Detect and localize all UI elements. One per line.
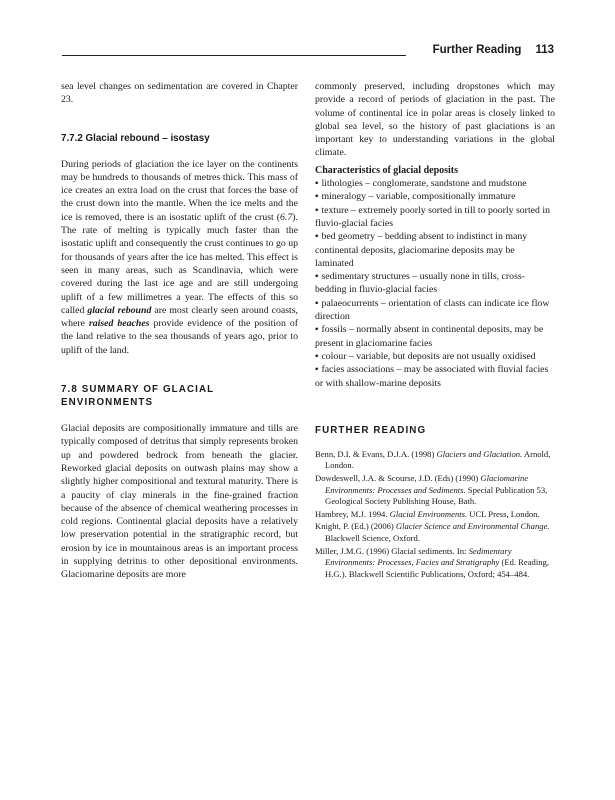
list-item: • palaeocurrents – orientation of clasts can indicate ice flow direction	[315, 297, 550, 323]
reference-item: Knight, P. (Ed.) (2006) Glacier Science and Environmental Change. Blackwell Science, Oxford.	[315, 521, 550, 543]
reference-item: Dowdeswell, J.A. & Scourse, J.D. (Eds) (1990) Glaciomarine Environments: Processes and Sediments. Special Publication 53, Geological Society Publishing House, Bath.	[315, 473, 548, 507]
paragraph-summary: Glacial deposits are compositionally immature and tills are typically composed of detritus that simply represents broken up and powdered bedrock from beneath the glacier. Reworked glacial deposits on outwash plains may show a slightly higher compositional and textural maturity. There is a paucity of clay minerals in the fine-grained fraction because of the absence of chemical weathering processes in cold regions. Continental glacial deposits have a relatively low preservation potential in the stratigraphic record, but erosion by ice in mountainous areas is an important process in supplying detritus to other depositional environments. Glaciomarine deposits are more	[61, 423, 298, 581]
paragraph-sea-level: sea level changes on sedimentation are covered in Chapter 23.	[61, 81, 298, 106]
reference-item: Hambrey, M.J. 1994. Glacial Environments. UCL Press, London.	[315, 508, 540, 519]
list-item: • colour – variable, but deposits are not usually oxidised	[315, 350, 536, 362]
list-item: • bed geometry – bedding absent to indistinct in many continental deposits, glaciomarine deposits may be laminated	[315, 231, 528, 269]
bullet-icon: •	[315, 297, 319, 309]
bullet-icon: •	[315, 178, 319, 190]
section-heading-7-8: 7.8 SUMMARY OF GLACIAL ENVIRONMENTS	[61, 384, 215, 409]
paragraph-continuation: commonly preserved, including dropstones which may provide a record of periods of glaciation in the past. The volume of continental ice in polar areas is closely linked to global sea level, so the history of past glaciations is an important key to understanding variations in the global climate.	[315, 81, 555, 159]
bullet-icon: •	[315, 231, 319, 243]
reference-list	[315, 449, 555, 581]
reference-item: Miller, J.M.G. (1996) Glacial sediments. In: Sedimentary Environments: Processes, Facies and Stratigraphy (Ed. Reading, H.G.). Blackwell Scientific Publications, Oxford; 454–484.	[315, 545, 549, 579]
right-column	[315, 80, 555, 581]
list-item: • fossils – normally absent in continental deposits, may be present in glaciomarine facies	[315, 324, 544, 349]
running-head-title: Further Reading	[432, 44, 522, 56]
list-item: • texture – extremely poorly sorted in till to poorly sorted in fluvio-glacial facies	[315, 204, 550, 229]
bullet-icon: •	[315, 191, 319, 203]
left-column	[61, 80, 298, 582]
page-number: 113	[535, 44, 554, 56]
key-term-glacial-rebound: glacial rebound	[87, 304, 152, 316]
list-item: • lithologies – conglomerate, sandstone and mudstone	[315, 178, 527, 190]
bullet-icon: •	[315, 364, 319, 376]
bullet-icon: •	[315, 324, 319, 336]
characteristics-heading: Characteristics of glacial deposits	[315, 164, 459, 176]
list-item: • mineralogy – variable, compositionally immature	[315, 191, 516, 203]
bullet-icon: •	[315, 350, 319, 362]
further-reading-heading: FURTHER READING	[315, 424, 427, 436]
characteristics-list	[315, 177, 555, 390]
section-reference: 6.7	[280, 211, 293, 223]
list-item: • facies associations – may be associated with fluvial facies or with shallow-marine deposits	[315, 364, 549, 389]
key-term-raised-beaches: raised beaches	[88, 318, 150, 330]
paragraph-glacial-rebound: During periods of glaciation the ice layer on the continents may be hundreds to thousands of metres thick. This mass of ice creates an extra load on the crust that forces the base of the crust down into the mantle. When the ice melts and the ice is removed, there is an isostatic uplift of the crust (6.7). The rate of melting is typically much faster than the isostatic uplift and consequently the crust continues to go up for thousands of years after the ice has melted. This effect is seen in many areas, such as Scandinavia, which were covered during the last ice age and are still undergoing uplift of a few millimetres a year. The effects of this so called glacial rebound are most clearly seen around coasts, where raised beaches provide evidence of the position of the land relative to the sea thousands of years ago, prior to uplift of the land.	[61, 158, 298, 356]
bullet-icon: •	[315, 204, 319, 216]
running-head	[412, 44, 554, 56]
section-heading-7-7-2: 7.7.2 Glacial rebound – isostasy	[61, 132, 210, 144]
reference-item: Benn, D.I. & Evans, D.J.A. (1998) Glaciers and Glaciation. Arnold, London.	[315, 448, 551, 471]
header-rule	[62, 55, 406, 56]
list-item: • sedimentary structures – usually none in tills, cross-bedding in fluvio-glacial facies	[315, 271, 525, 296]
bullet-icon: •	[315, 271, 319, 283]
